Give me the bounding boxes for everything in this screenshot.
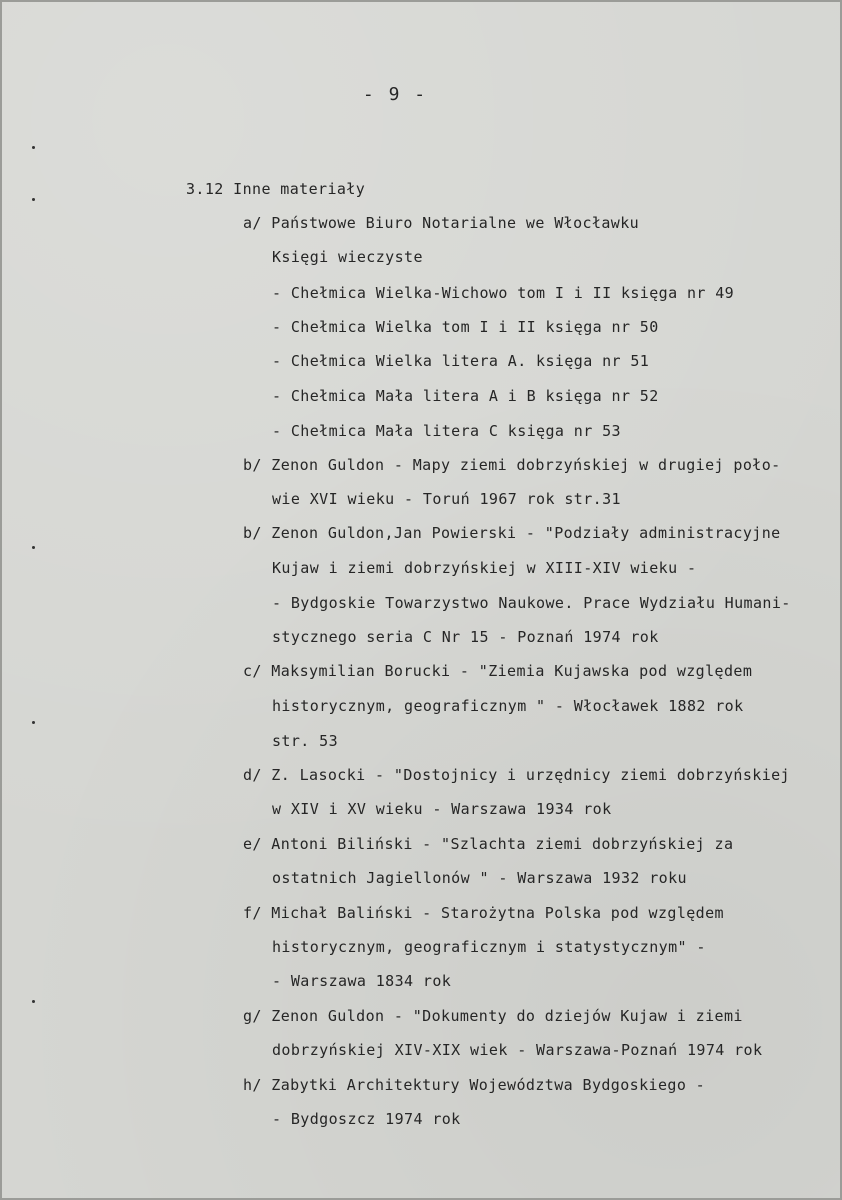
entry-b: b/ Zenon Guldon - Mapy ziemi dobrzyńskiej w drugiej poło- bbox=[243, 456, 781, 474]
entry-e: e/ Antoni Biliński - "Szlachta ziemi dobrzyńskiej za bbox=[243, 835, 734, 853]
entry-g-continuation: dobrzyńskiej XIV-XIX wiek - Warszawa-Poznań 1974 rok bbox=[272, 1041, 763, 1059]
entry-d: d/ Z. Lasocki - "Dostojnicy i urzędnicy ziemi dobrzyńskiej bbox=[243, 766, 790, 784]
entry-h: h/ Zabytki Architektury Województwa Bydgoskiego - bbox=[243, 1076, 706, 1094]
entry-a: a/ Państwowe Biuro Notarialne we Włocławku bbox=[243, 214, 640, 232]
entry-h-continuation: - Bydgoszcz 1974 rok bbox=[272, 1110, 461, 1128]
margin-mark bbox=[32, 146, 35, 149]
entry-b2: b/ Zenon Guldon,Jan Powierski - "Podziały administracyjne bbox=[243, 524, 781, 542]
entry-f-continuation: - Warszawa 1834 rok bbox=[272, 972, 452, 990]
land-register-item: - Chełmica Wielka-Wichowo tom I i II księga nr 49 bbox=[272, 284, 735, 302]
entry-f-continuation: historycznym, geograficznym i statystycznym" - bbox=[272, 938, 706, 956]
entry-b2-continuation: - Bydgoskie Towarzystwo Naukowe. Prace Wydziału Humani- bbox=[272, 594, 791, 612]
land-register-item: - Chełmica Mała litera A i B księga nr 52 bbox=[272, 387, 659, 405]
entry-a-subtitle: Księgi wieczyste bbox=[272, 248, 423, 266]
entry-b2-continuation: Kujaw i ziemi dobrzyńskiej w XIII-XIV wieku - bbox=[272, 559, 697, 577]
entry-g: g/ Zenon Guldon - "Dokumenty do dziejów Kujaw i ziemi bbox=[243, 1007, 743, 1025]
land-register-item: - Chełmica Wielka tom I i II księga nr 50 bbox=[272, 318, 659, 336]
margin-mark bbox=[32, 198, 35, 201]
entry-c-continuation: historycznym, geograficznym " - Włocławek 1882 rok bbox=[272, 697, 744, 715]
margin-mark bbox=[32, 546, 35, 549]
margin-mark bbox=[32, 721, 35, 724]
section-heading: 3.12 Inne materiały bbox=[186, 180, 366, 198]
land-register-item: - Chełmica Wielka litera A. księga nr 51 bbox=[272, 352, 650, 370]
entry-b2-continuation: stycznego seria C Nr 15 - Poznań 1974 rok bbox=[272, 628, 659, 646]
entry-e-continuation: ostatnich Jagiellonów " - Warszawa 1932 roku bbox=[272, 869, 687, 887]
page-number: - 9 - bbox=[362, 84, 428, 105]
entry-f: f/ Michał Baliński - Starożytna Polska pod względem bbox=[243, 904, 724, 922]
entry-d-continuation: w XIV i XV wieku - Warszawa 1934 rok bbox=[272, 800, 612, 818]
margin-mark bbox=[32, 1000, 35, 1003]
entry-c-continuation: str. 53 bbox=[272, 732, 339, 750]
land-register-item: - Chełmica Mała litera C księga nr 53 bbox=[272, 422, 621, 440]
entry-b-continuation: wie XVI wieku - Toruń 1967 rok str.31 bbox=[272, 490, 621, 508]
entry-c: c/ Maksymilian Borucki - "Ziemia Kujawska pod względem bbox=[243, 662, 753, 680]
